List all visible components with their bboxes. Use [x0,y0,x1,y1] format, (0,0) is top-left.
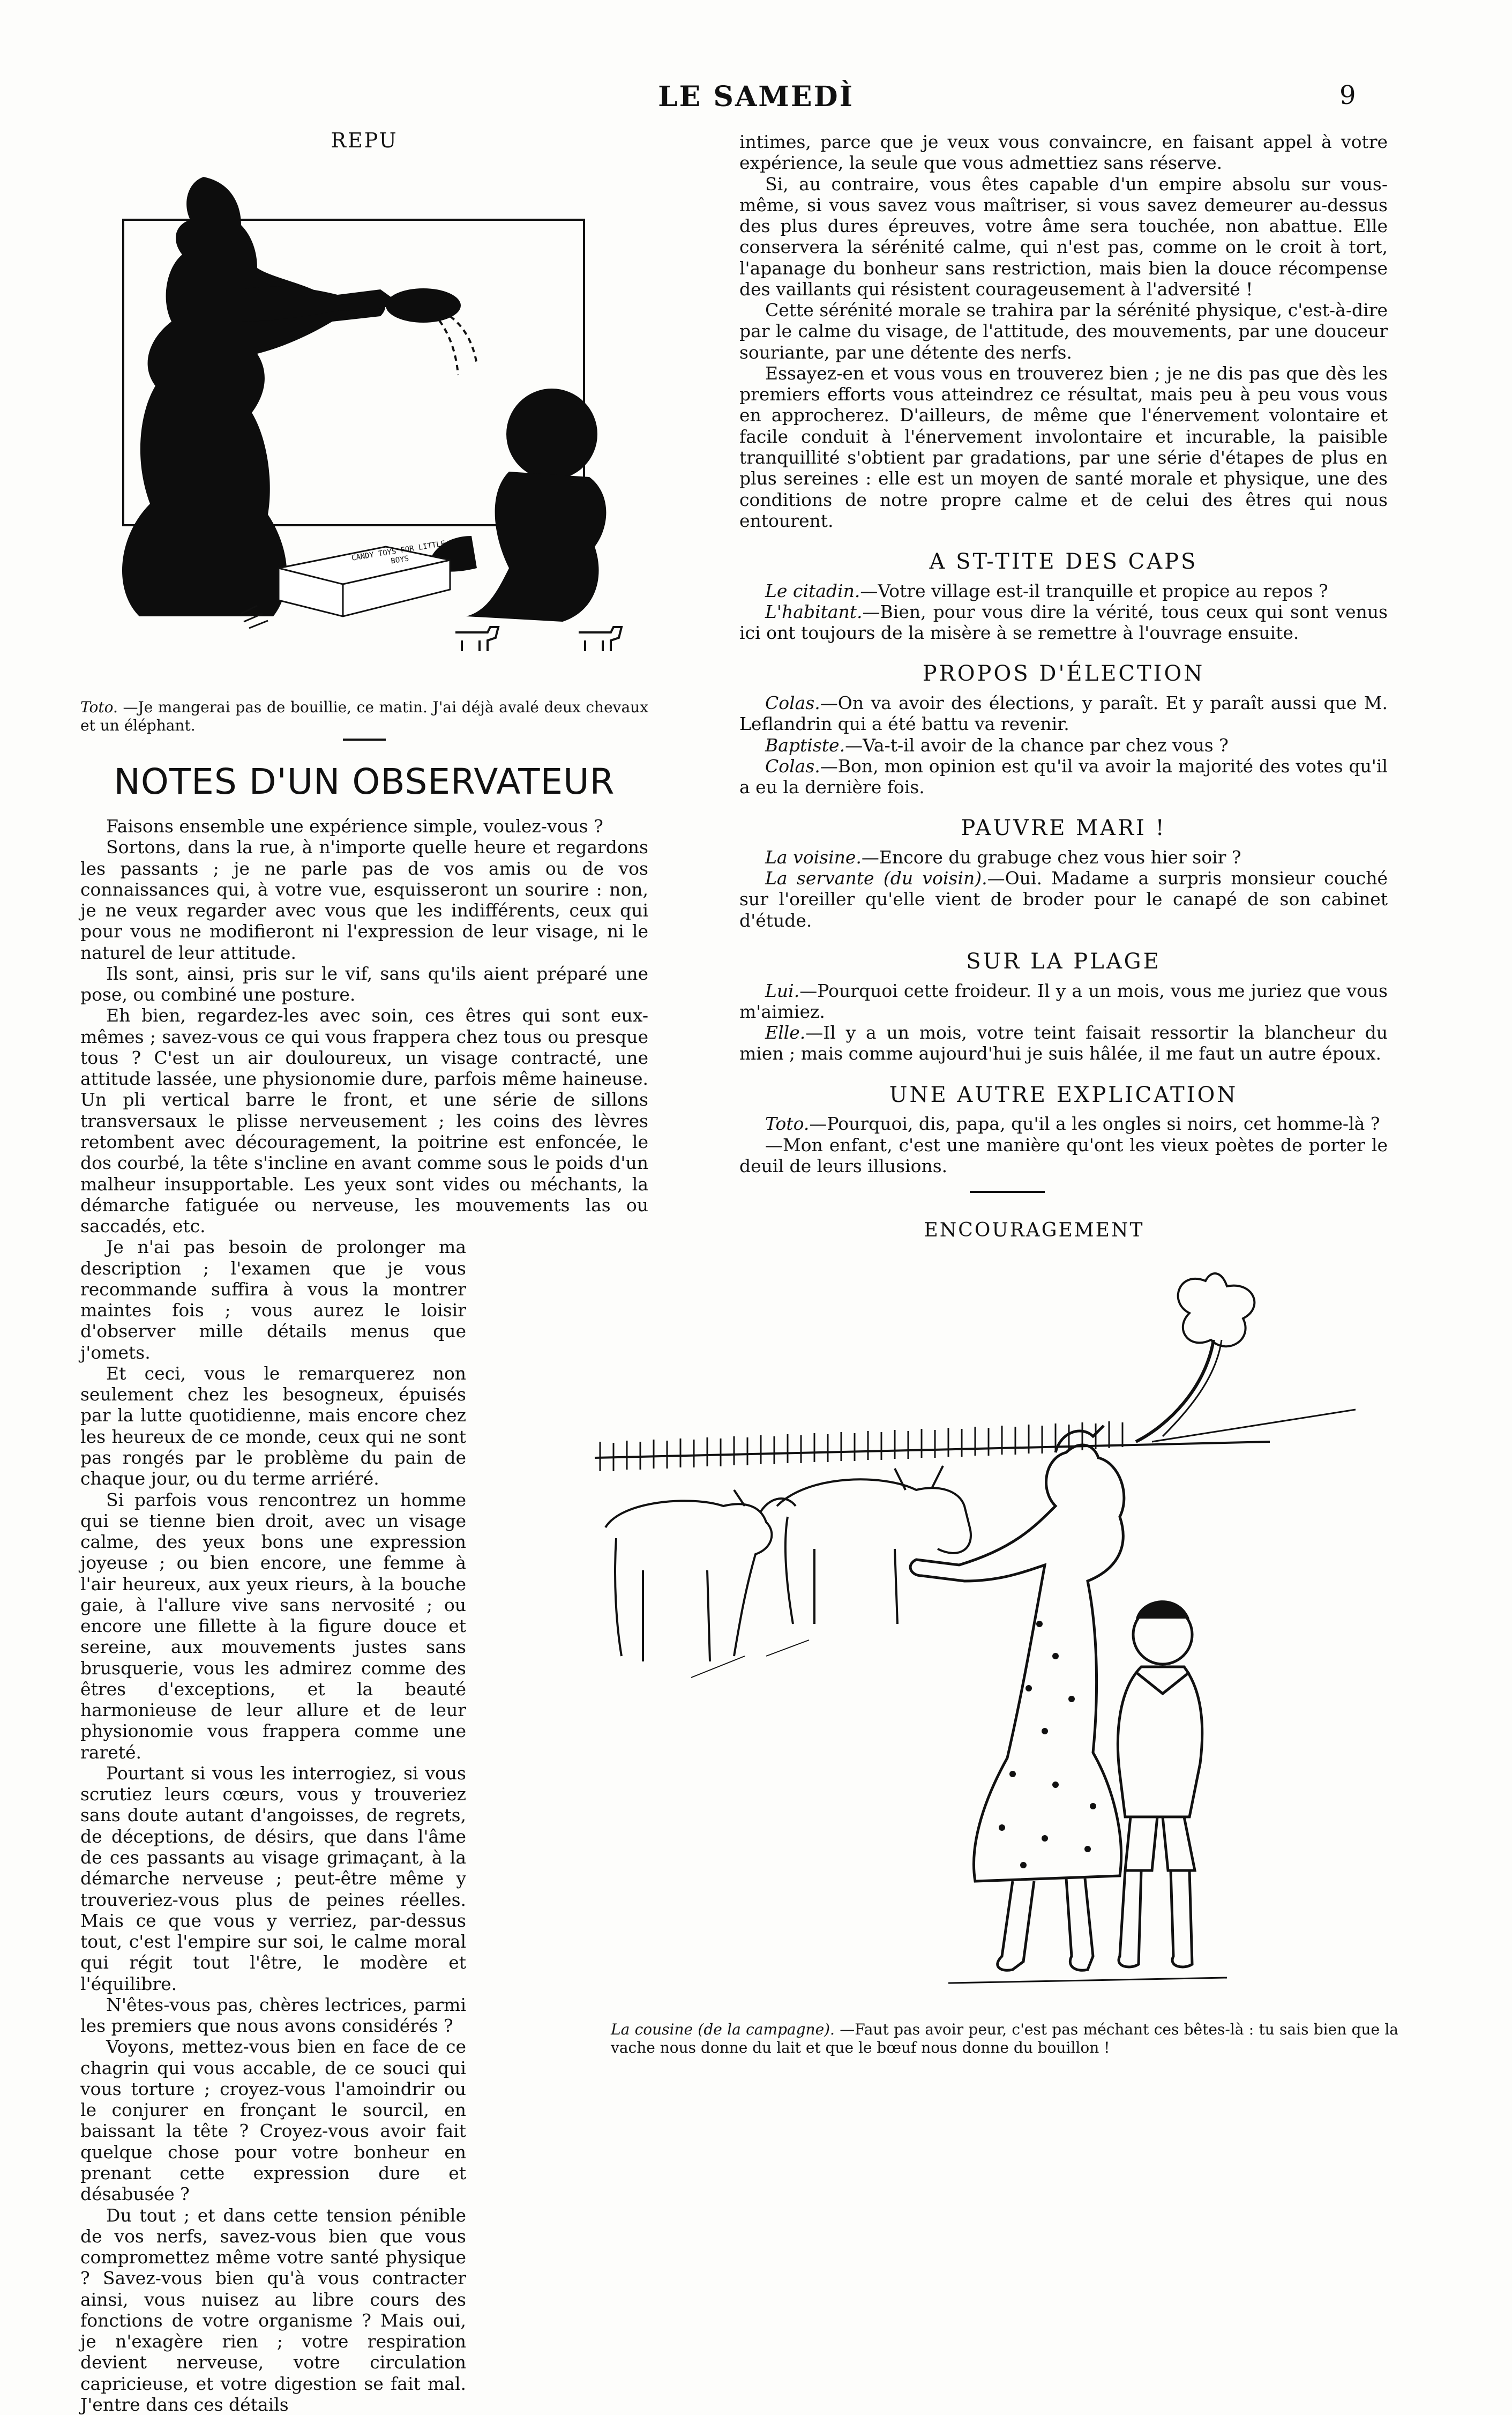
article-heading: NOTES D'UN OBSERVATEUR [114,761,615,802]
anecdote-explication [739,1083,1388,1176]
anecdote-title: PAUVRE MARI ! [961,816,1166,841]
article-paragraph: Cette sérénité morale se trahira par la sérénité physique, c'est-à-dire par le calme du visage, de l'attitude, des mouvements, par une douceur souriante, par une détente des nerfs. [739,300,1388,363]
caption-speaker: Toto. [80,698,118,716]
anecdote-pauvre-mari [739,816,1388,931]
article-paragraph: N'êtes-vous pas, chères lectrices, parmi les premiers que nous avons considérés ? [80,1994,466,2037]
article-left-column [80,816,648,2415]
line-text: —Il y a un mois, votre teint faisait ressortir la blancheur du mien ; mais comme aujourd'hui je suis hâlée, il me faut un autre époux. [739,1022,1388,1064]
article-paragraph: Faisons ensemble une expérience simple, voulez-vous ? [106,816,603,837]
encouragement-line-drawing [584,1249,1398,2010]
article-paragraph: Essayez-en et vous vous en trouverez bien ; je ne dis pas que dès les premiers efforts vous atteindrez ce résultat, mais peu à peu vous vous en approcherez. D'ailleurs, de même que l'énervement volontaire et facile conduit à l'énervement involontaire et incurable, la paisible tranquillité s'obtient par gradations, par une série d'étapes de plus en plus sereines : elle est un moyen de santé morale et physique, une des conditions de notre propre calme et de celui des êtres qui nous entourent. [739,362,1388,531]
line-text: —Encore du grabuge chez vous hier soir ? [861,846,1241,868]
article-paragraph: Si, au contraire, vous êtes capable d'un empire absolu sur vous-même, si vous savez vous maîtriser, si vous savez demeurer au-dessus des plus dures épreuves, votre âme sera touchée, non abattue. Elle conservera la sérénité calme, qui n'est pas, comme on le croit à tort, l'apanage du bonheur sans restriction, mais bien la douce récompense des vaillants qui résistent courageusement à l'adversité ! [739,173,1388,300]
candy-box-label: CANDY TOYS FOR LITTLE BOYS [350,539,446,566]
line-text: —Pourquoi, dis, papa, qu'il a les ongles si noirs, cet homme-là ? [809,1113,1380,1135]
line-text: —Bien, pour vous dire la vérité, tous ceux qui sont venus ici ont toujours de la misère à se remettre à l'ouvrage ensuite. [739,601,1388,644]
dialogue-line [739,847,1388,868]
article-paragraph: Ils sont, ainsi, pris sur le vif, sans qu'ils aient préparé une pose, ou combiné une posture. [80,963,648,1005]
speaker: Colas. [765,692,820,714]
anecdote-title: A ST-TITE DES CAPS [929,549,1198,575]
anecdote-title: UNE AUTRE EXPLICATION [889,1082,1238,1107]
repu-silhouette-drawing [80,161,648,697]
speaker: Baptiste. [765,734,845,756]
dialogue-line [739,1022,1388,1064]
line-text: —Pourquoi cette froideur. Il y a un mois, vous me juriez que vous m'aimiez. [739,980,1388,1022]
running-title: LE SAMEDÌ [658,80,854,113]
dialogue-line [739,868,1388,931]
separator-rule [970,1191,1045,1193]
article-paragraph: Pourtant si vous les interrogiez, si vous scrutiez leurs cœurs, vous y trouveriez sans doute autant d'angoisses, de regrets, de déceptions, de désirs, que dans l'âme de ces passants au visage grimaçant, à la démarche nerveuse ; peut-être même y trouveriez-vous plus de peines réelles. Mais ce que vous y verriez, par-dessus tout, c'est l'empire sur soi, le calme moral qui régit tout l'être, le modère et l'équilibre. [80,1762,466,1994]
anecdote-title: SUR LA PLAGE [966,949,1161,974]
anecdote-election [739,661,1388,797]
line-text: —Votre village est-il tranquille et propice au repos ? [860,580,1328,601]
article-paragraph: Voyons, mettez-vous bien en face de ce chagrin qui vous accable, de ce souci qui vous torture ; croyez-vous l'amoindrir ou le conjurer en fronçant le sourcil, en baissant la tête ? Croyez-vous avoir fait quelque chose pour votre bonheur en prenant cette expression dure et désabusée ? [80,2036,466,2205]
article-paragraph: Je n'ai pas besoin de prolonger ma description ; l'examen que je vous recommande suffira à vous la montrer maintes fois ; vous aurez le loisir d'observer mille détails menus que j'omets. [80,1236,466,1363]
line-text: —Mon enfant, c'est une manière qu'ont les vieux poètes de porter le deuil de leurs illusions. [739,1134,1388,1176]
cartoon-repu-title: REPU [331,129,398,152]
article-paragraph: Et ceci, vous le remarquerez non seulement chez les besogneux, épuisés par la lutte quotidienne, mais encore chez les heureux de ce monde, ceux qui ne sont pas rongés par le problème du pain de chaque jour, ou du terme arriéré. [80,1362,466,1489]
article-paragraph: Sortons, dans la rue, à n'importe quelle heure et regardons les passants ; je ne parle pas de vos amis ou de vos connaissances qui, à votre vue, esquisseront un sourire : non, je ne veux regarder avec vous que les indifférents, ceux qui pour vous ne modifieront ni l'expression de leur visage, ni le naturel de leur attitude. [80,837,648,963]
caption-speaker: La cousine (de la campagne). [611,2021,835,2038]
line-text: —Bon, mon opinion est qu'il va avoir la majorité des votes qu'il a eu la dernière fois. [739,755,1388,798]
speaker: Elle. [765,1022,806,1043]
separator-rule [343,739,386,741]
speaker: Lui. [765,980,800,1001]
speaker: La voisine. [765,846,862,868]
cartoon-encouragement-title: ENCOURAGEMENT [924,1219,1144,1241]
article-paragraph: Eh bien, regardez-les avec soin, ces êtres qui sont eux-mêmes ; savez-vous ce qui vous frappera chez tous ou presque tous ? C'est un air douloureux, un visage contracté, une attitude lassée, une physionomie dure, parfois même haineuse. Un pli vertical barre le front, et une série de sillons transversaux le plisse nerveusement ; les coins des lèvres retombent avec découragement, la poitrine est enfoncée, le dos courbé, la tête s'incline en avant comme sous le poids d'un malheur insupportable. Les yeux sont vides ou méchants, la démarche fatiguée ou nerveuse, les mouvements las ou saccadés, etc. [80,1005,648,1237]
dialogue-line [739,601,1388,644]
right-column [739,131,1388,1176]
cartoon-encouragement-illustration [584,1249,1398,2010]
dialogue-line [739,1135,1388,1177]
dialogue-line [739,756,1388,798]
dialogue-line [739,1113,1388,1134]
cartoon-repu-caption [80,698,648,734]
article-paragraph: Du tout ; et dans cette tension pénible de vos nerfs, savez-vous bien que vous compromettez même votre santé physique ? Savez-vous bien qu'à vous contracter ainsi, vous nuisez au libre cours des fonctions de votre organisme ? Mais oui, je n'exagère rien ; votre respiration devient nerveuse, votre circulation capricieuse, et votre digestion se fait mal. J'entre dans ces détails [80,2204,466,2415]
line-text: —Oui. Madame a surpris monsieur couché sur l'oreiller qu'elle vient de broder pour le canapé de son cabinet d'étude. [739,868,1388,931]
line-text: —On va avoir des élections, y paraît. Et y paraît aussi que M. Leflandrin qui a été battu va revenir. [739,692,1388,735]
speaker: La servante (du voisin). [765,868,987,889]
speaker: Colas. [765,755,820,777]
anecdote-plage [739,949,1388,1064]
caption-text: —Faut pas avoir peur, c'est pas méchant ces bêtes-là : tu sais bien que la vache nous donne du lait et que le bœuf nous donne du bouillon ! [611,2021,1399,2056]
speaker: Toto. [765,1113,810,1135]
speaker: Le citadin. [765,580,860,601]
caption-text: —Je mangerai pas de bouillie, ce matin. J'ai déjà avalé deux chevaux et un éléphant. [80,698,648,734]
article-paragraph: intimes, parce que je veux vous convaincre, en faisant appel à votre expérience, la seule que vous admettiez sans réserve. [739,131,1388,174]
dialogue-line [739,980,1388,1023]
speaker: L'habitant. [765,601,863,622]
anecdote-st-tite [739,549,1388,643]
cartoon-encouragement-caption [611,2021,1398,2056]
dialogue-line [739,580,1388,601]
cartoon-repu-illustration [80,161,648,697]
anecdote-title: PROPOS D'ÉLECTION [922,661,1205,687]
dialogue-line [739,735,1388,756]
line-text: —Va-t-il avoir de la chance par chez vous ? [845,734,1229,756]
article-paragraph: Si parfois vous rencontrez un homme qui se tienne bien droit, avec un visage calme, des yeux bons une expression joyeuse ; ou bien encore, une femme à l'air heureux, aux yeux rieurs, à la bouche gaie, à l'allure vive sans nervosité ; ou encore une fillette à la figure douce et sereine, aux mouvements justes sans brusquerie, vous les admirez comme des êtres d'exceptions, et la beauté harmonieuse de leur allure et de leur physionomie vous frappera comme une rareté. [80,1489,466,1763]
page-number: 9 [1339,80,1356,110]
dialogue-line [739,692,1388,735]
